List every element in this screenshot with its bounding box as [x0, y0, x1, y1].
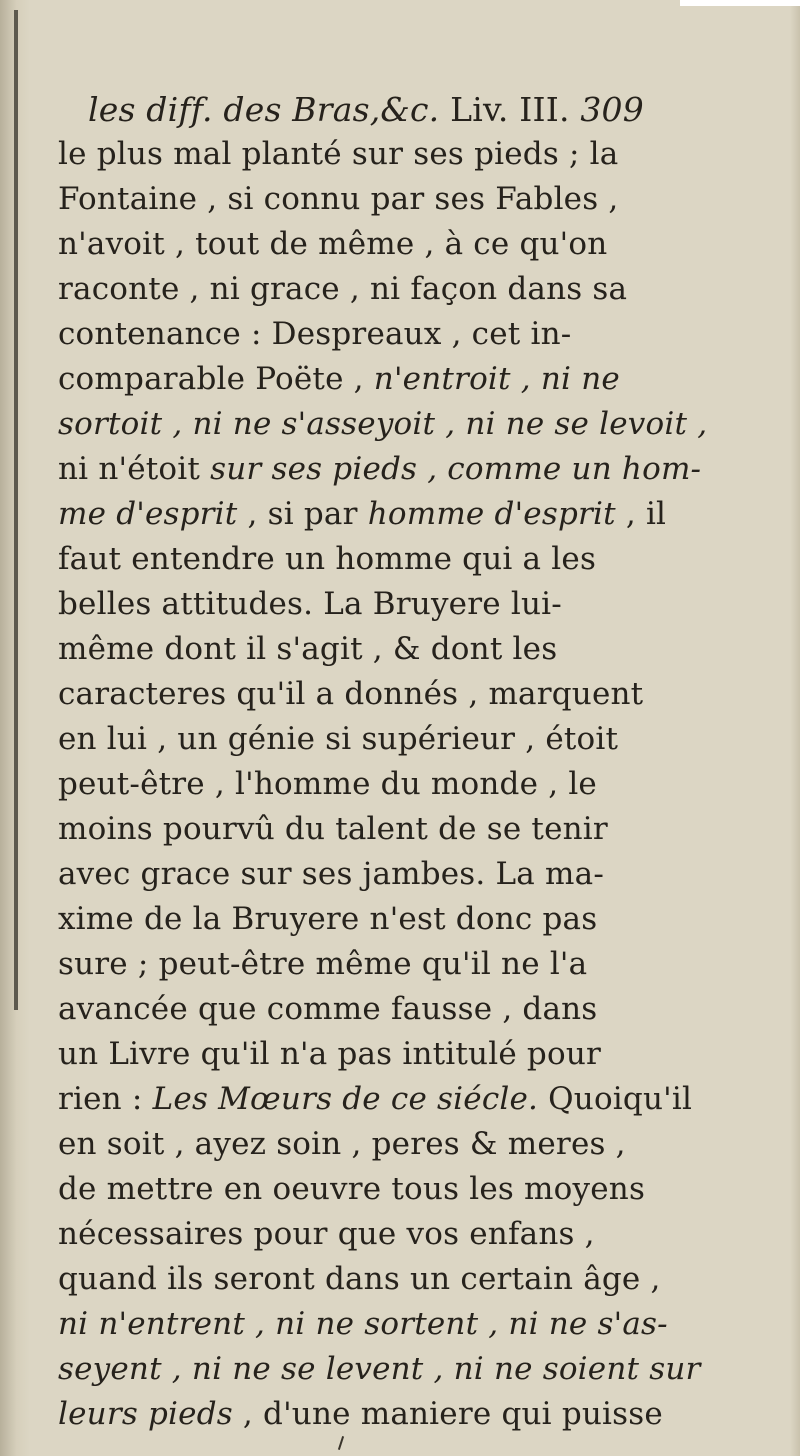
- roman-text: contenance : Despreaux , cet in-: [58, 316, 572, 352]
- roman-text: même dont il s'agit , & dont les: [58, 631, 558, 667]
- text-line: [58, 132, 708, 177]
- text-line: [58, 1212, 708, 1257]
- roman-text: , il: [615, 496, 667, 532]
- roman-text: en lui , un génie si supérieur , étoit: [58, 721, 619, 757]
- roman-text: un Livre qu'il n'a pas intitulé pour: [58, 1036, 602, 1072]
- text-line: [58, 1077, 708, 1122]
- text-line: [58, 1257, 708, 1302]
- text-block: [58, 88, 708, 1437]
- running-head-book: Liv. III.: [450, 90, 570, 129]
- page-edge: [790, 0, 800, 1456]
- roman-text: , d'une maniere qui puisse: [232, 1396, 663, 1432]
- roman-text: en soit , ayez soin , peres & meres ,: [58, 1126, 626, 1162]
- text-line: [58, 627, 708, 672]
- page-number: 309: [580, 90, 644, 129]
- running-head: [88, 88, 708, 132]
- roman-text: rien :: [58, 1081, 153, 1117]
- text-line: [58, 717, 708, 762]
- roman-text: n'avoit , tout de même , à ce qu'on: [58, 226, 608, 262]
- gutter-edge: [14, 10, 18, 1010]
- roman-text: Quoiqu'il: [538, 1081, 693, 1117]
- italic-text: sur ses pieds , comme un hom-: [210, 451, 702, 487]
- text-line: [58, 987, 708, 1032]
- roman-text: , si par: [237, 496, 368, 532]
- text-line: [58, 402, 708, 447]
- roman-text: faut entendre un homme qui a les: [58, 541, 597, 577]
- text-line: [58, 897, 708, 942]
- text-line: [58, 1032, 708, 1077]
- page-corner: [680, 0, 800, 6]
- text-line: [58, 1167, 708, 1212]
- roman-text: caracteres qu'il a donnés , marquent: [58, 676, 644, 712]
- body-text: [58, 132, 708, 1437]
- text-line: [58, 177, 708, 222]
- text-line: [58, 762, 708, 807]
- italic-text: leurs pieds: [58, 1396, 233, 1432]
- italic-text: homme d'esprit: [367, 496, 616, 532]
- ink-mark: [338, 1436, 344, 1450]
- text-line: [58, 222, 708, 267]
- text-line: [58, 1392, 708, 1437]
- text-line: [58, 582, 708, 627]
- text-line: [58, 492, 708, 537]
- roman-text: peut-être , l'homme du monde , le: [58, 766, 597, 802]
- roman-text: Fontaine , si connu par ses Fables ,: [58, 181, 619, 217]
- text-line: [58, 447, 708, 492]
- text-line: [58, 1122, 708, 1167]
- roman-text: avancée que comme fausse , dans: [58, 991, 598, 1027]
- italic-text: n'entroit , ni ne: [373, 361, 620, 397]
- italic-text: Les Mœurs de ce siécle.: [152, 1081, 539, 1117]
- roman-text: xime de la Bruyere n'est donc pas: [58, 901, 598, 937]
- italic-text: sortoit , ni ne s'asseyoit , ni ne se levoit ,: [58, 406, 708, 442]
- roman-text: moins pourvû du talent de se tenir: [58, 811, 608, 847]
- roman-text: avec grace sur ses jambes. La ma-: [58, 856, 604, 892]
- text-line: [58, 267, 708, 312]
- running-head-title: les diff. des Bras,&c.: [88, 90, 440, 129]
- roman-text: quand ils seront dans un certain âge ,: [58, 1261, 661, 1297]
- text-line: [58, 357, 708, 402]
- text-line: [58, 672, 708, 717]
- italic-text: seyent , ni ne se levent , ni ne soient sur: [58, 1351, 701, 1387]
- text-line: [58, 807, 708, 852]
- text-line: [58, 852, 708, 897]
- text-line: [58, 312, 708, 357]
- roman-text: sure ; peut-être même qu'il ne l'a: [58, 946, 588, 982]
- roman-text: le plus mal planté sur ses pieds ; la: [58, 136, 619, 172]
- roman-text: nécessaires pour que vos enfans ,: [58, 1216, 595, 1252]
- italic-text: ni n'entrent , ni ne sortent , ni ne s'as-: [58, 1306, 668, 1342]
- roman-text: belles attitudes. La Bruyere lui-: [58, 586, 562, 622]
- italic-text: me d'esprit: [58, 496, 238, 532]
- text-line: [58, 537, 708, 582]
- roman-text: de mettre en oeuvre tous les moyens: [58, 1171, 646, 1207]
- roman-text: comparable Poëte ,: [58, 361, 374, 397]
- roman-text: raconte , ni grace , ni façon dans sa: [58, 271, 628, 307]
- text-line: [58, 1347, 708, 1392]
- text-line: [58, 942, 708, 987]
- roman-text: ni n'étoit: [58, 451, 211, 487]
- text-line: [58, 1302, 708, 1347]
